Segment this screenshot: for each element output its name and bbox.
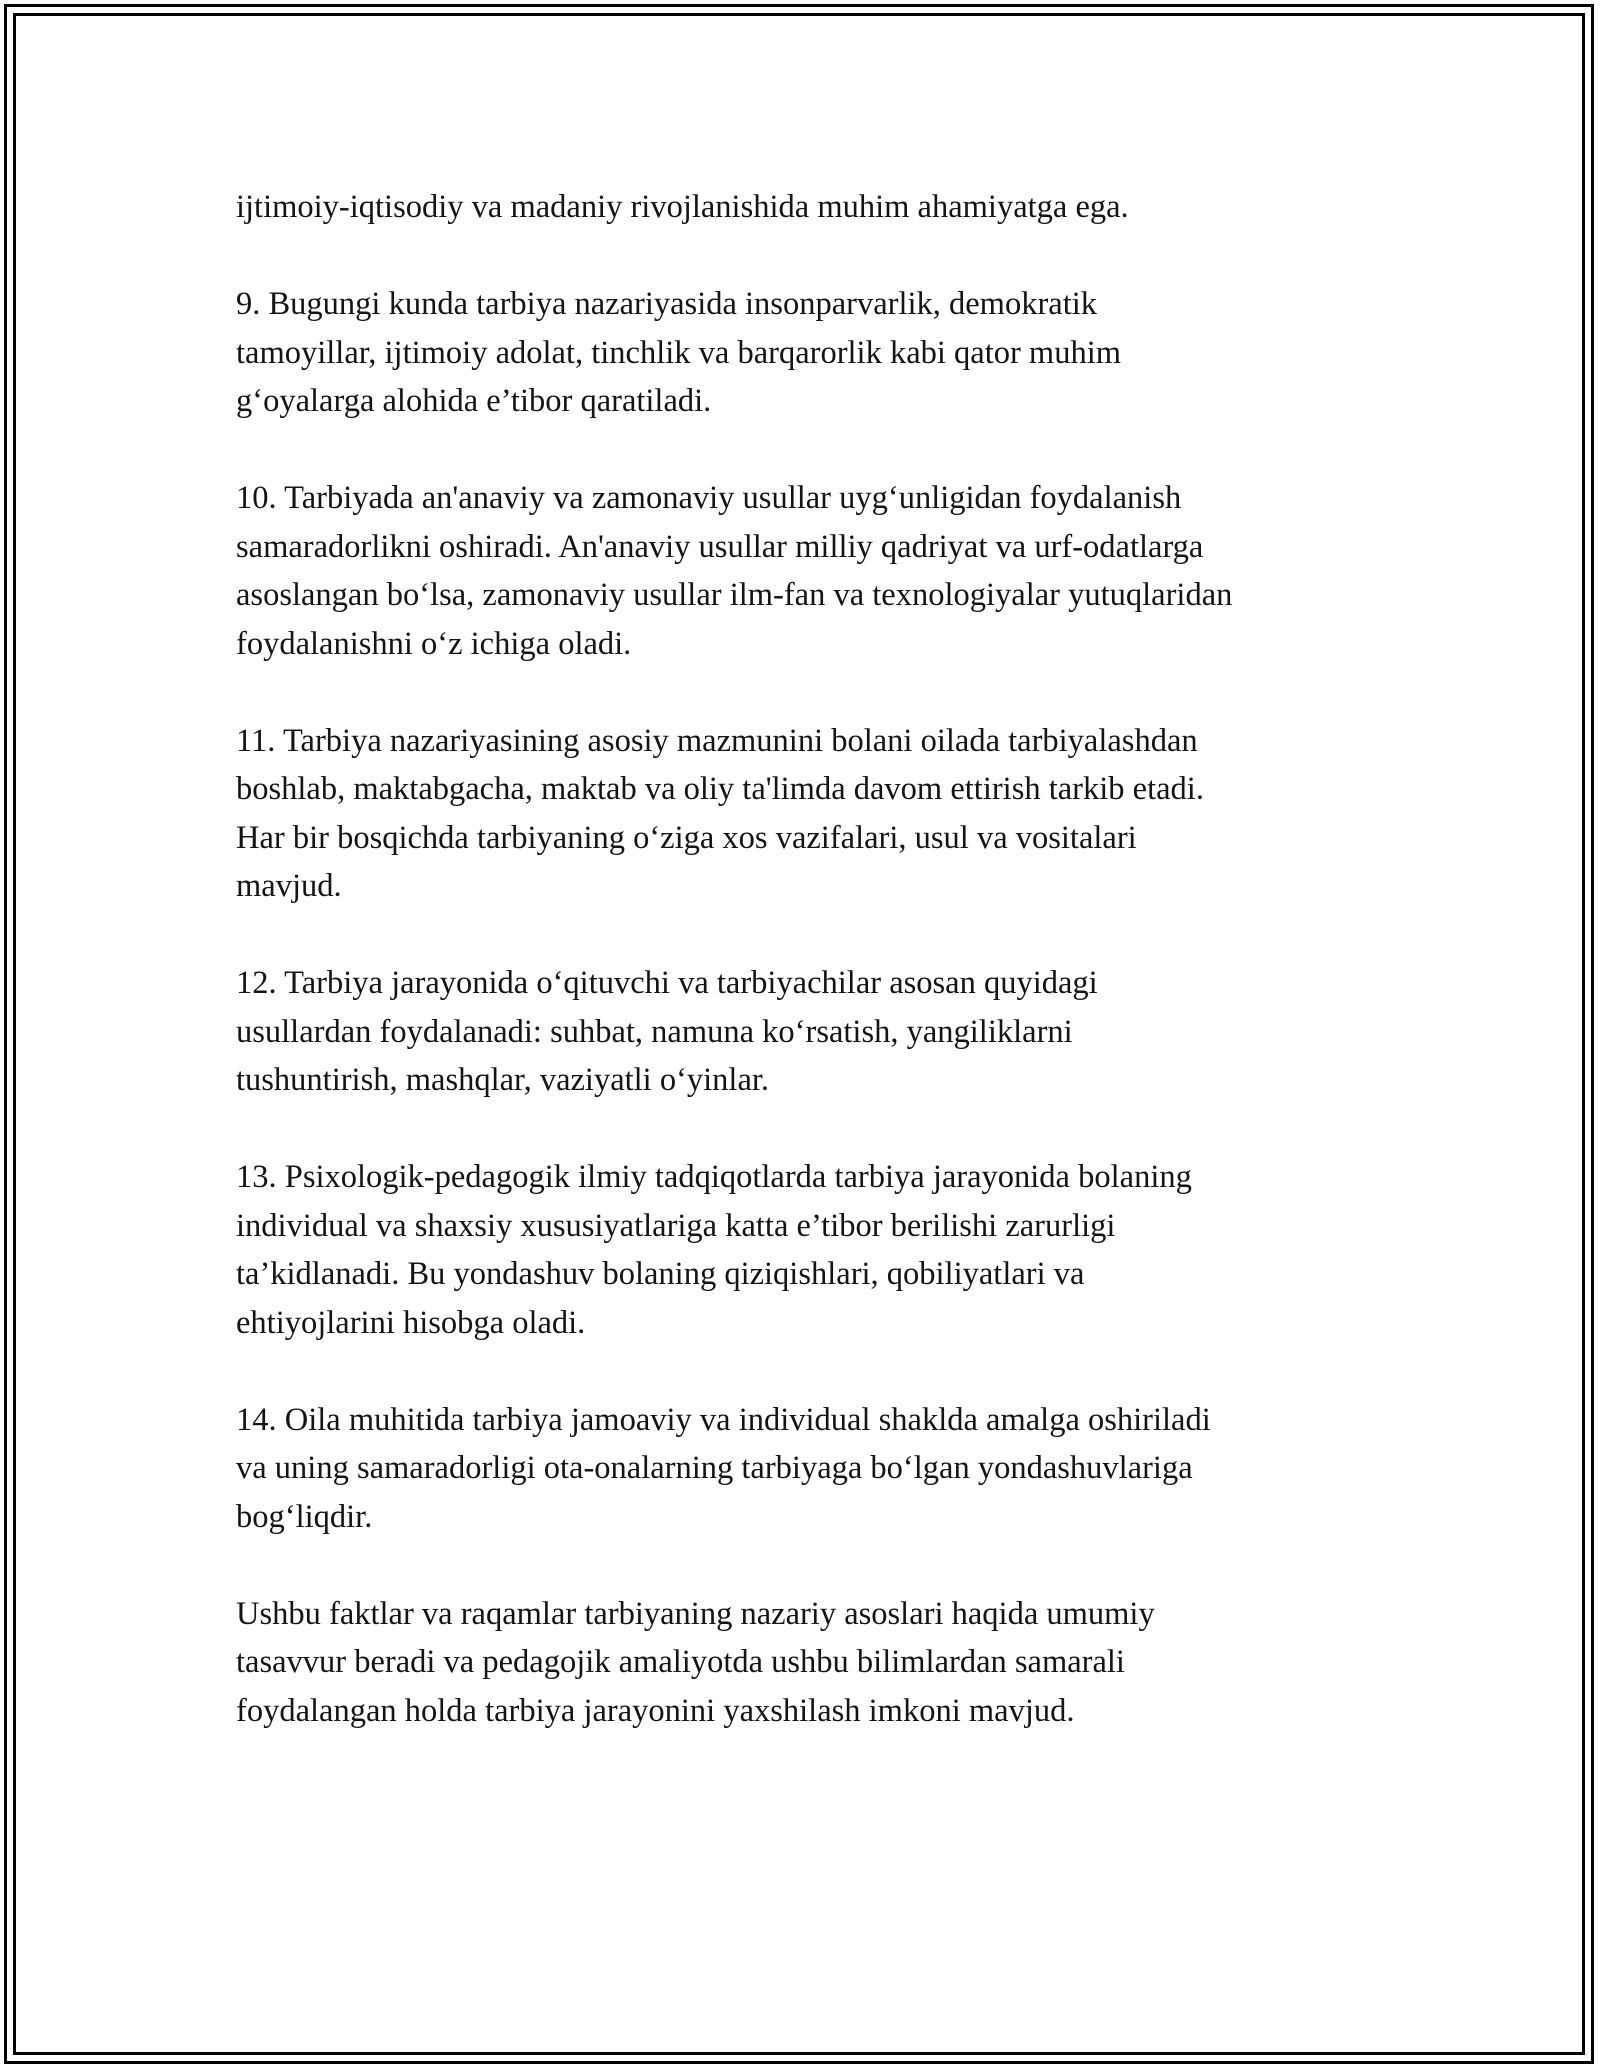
text-line: tamoyillar, ijtimoiy adolat, tinchlik va barqarorlik kabi qator muhim: [236, 334, 1122, 371]
paragraph: [236, 183, 1376, 232]
paragraph: [236, 1153, 1376, 1347]
text-line: individual va shaxsiy xususiyatlariga katta e’tibor berilishi zarurligi: [236, 1207, 1116, 1244]
text-line: ta’kidlanadi. Bu yondashuv bolaning qiziqishlari, qobiliyatlari va: [236, 1256, 1085, 1292]
text-line: 12. Tarbiya jarayonida o‘qituvchi va tarbiyachilar asosan quyidagi: [236, 965, 1098, 1001]
text-line: foydalanishni o‘z ichiga oladi.: [236, 625, 632, 662]
paragraph: [236, 280, 1376, 426]
text-line: usullardan foydalanadi: suhbat, namuna ko‘rsatish, yangiliklarni: [236, 1013, 1073, 1050]
paragraph: [236, 1396, 1376, 1542]
text-line: boshlab, maktabgacha, maktab va oliy ta'limda davom ettirish tarkib etadi.: [236, 771, 1204, 807]
text-line: foydalangan holda tarbiya jarayonini yaxshilash imkoni mavjud.: [236, 1692, 1075, 1729]
text-line: 14. Oila muhitida tarbiya jamoaviy va individual shakldа amalga oshiriladi: [236, 1401, 1211, 1438]
text-line: 11. Tarbiya nazariyasining asosiy mazmunini bolani oilada tarbiyalashdan: [236, 722, 1198, 759]
paragraph: [236, 959, 1376, 1105]
paragraph: [236, 1590, 1376, 1736]
text-line: ijtimoiy-iqtisodiy va madaniy rivojlanishida muhim ahamiyatga ega.: [236, 189, 1129, 225]
text-line: tushuntirish, mashqlar, vaziyatli o‘yinlar.: [236, 1062, 770, 1098]
text-line: Ushbu faktlar va raqamlar tarbiyaning nazariy asoslari haqida umumiy: [236, 1595, 1155, 1632]
text-line: ehtiyojlarini hisobga oladi.: [236, 1304, 586, 1341]
text-line: 9. Bugungi kunda tarbiya nazariyasida insonparvarlik, demokratik: [236, 286, 1098, 322]
text-line: va uning samaradorligi ota-onalarning tarbiyaga bo‘lgan yondashuvlariga: [236, 1450, 1193, 1486]
text-line: samaradorlikni oshiradi. An'anaviy usullar milliy qadriyat va urf-odatlarga: [236, 528, 1204, 565]
text-line: bog‘liqdir.: [236, 1498, 373, 1535]
paragraph: [236, 717, 1376, 911]
text-line: g‘oyalarga alohida e’tibor qaratiladi.: [236, 383, 712, 419]
text-line: asoslangan bo‘lsa, zamonaviy usullar ilm-fan va texnologiyalar yutuqlaridan: [236, 577, 1233, 613]
text-line: 10. Tarbiyada an'anaviy va zamonaviy usullar uyg‘unligidan foydalanish: [236, 480, 1182, 516]
text-line: 13. Psixologik-pedagogik ilmiy tadqiqotlarda tarbiya jarayonida bolaning: [236, 1159, 1192, 1195]
text-line: tasavvur beradi va pedagojik amaliyotda ushbu bilimlardan samarali: [236, 1644, 1125, 1680]
paragraph: [236, 474, 1376, 668]
text-line: mavjud.: [236, 868, 342, 904]
text-line: Har bir bosqichda tarbiyaning o‘ziga xos vazifalari, usul va vositalari: [236, 819, 1137, 856]
document-body: [236, 183, 1376, 1784]
